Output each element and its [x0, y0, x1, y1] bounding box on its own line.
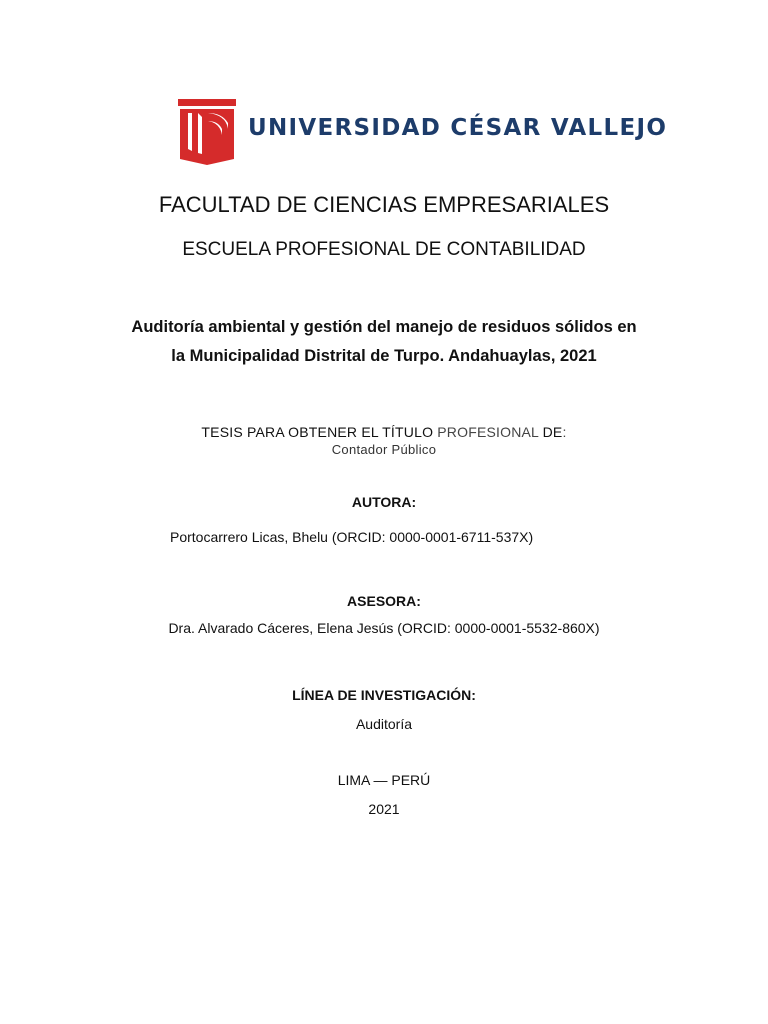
thesis-title-line-2: la Municipalidad Distrital de Turpo. Andahuaylas, 2021: [171, 347, 597, 365]
author-label: AUTORA:: [351, 494, 417, 510]
place: LIMA — PERÚ: [337, 772, 431, 788]
university-shield-icon: [178, 99, 236, 165]
author-name: Portocarrero Licas, Bhelu (ORCID: 0000-0001-6711-537X): [170, 529, 534, 545]
advisor-name: Dra. Alvarado Cáceres, Elena Jesús (ORCID: 0000-0001-5532-860X): [168, 620, 600, 636]
degree-middle: PROFESIONAL: [437, 424, 539, 440]
degree-prefix: TESIS PARA OBTENER EL TÍTULO: [201, 424, 434, 440]
university-name: UNIVERSIDAD CÉSAR VALLEJO: [248, 115, 668, 141]
school-heading: ESCUELA PROFESIONAL DE CONTABILIDAD: [182, 239, 586, 260]
year: 2021: [368, 801, 400, 817]
degree-colon: :: [562, 424, 567, 440]
advisor-label: ASESORA:: [347, 593, 421, 609]
degree-de: DE: [542, 424, 563, 440]
degree-title: Contador Público: [331, 442, 437, 457]
degree-statement: [0, 424, 768, 440]
research-line-value: Auditoría: [355, 716, 413, 732]
research-line-label: LÍNEA DE INVESTIGACIÓN:: [292, 687, 476, 703]
thesis-title-line-1: Auditoría ambiental y gestión del manejo de residuos sólidos en: [131, 318, 637, 336]
faculty-heading: FACULTAD DE CIENCIAS EMPRESARIALES: [158, 192, 610, 217]
university-logo: [178, 99, 668, 167]
